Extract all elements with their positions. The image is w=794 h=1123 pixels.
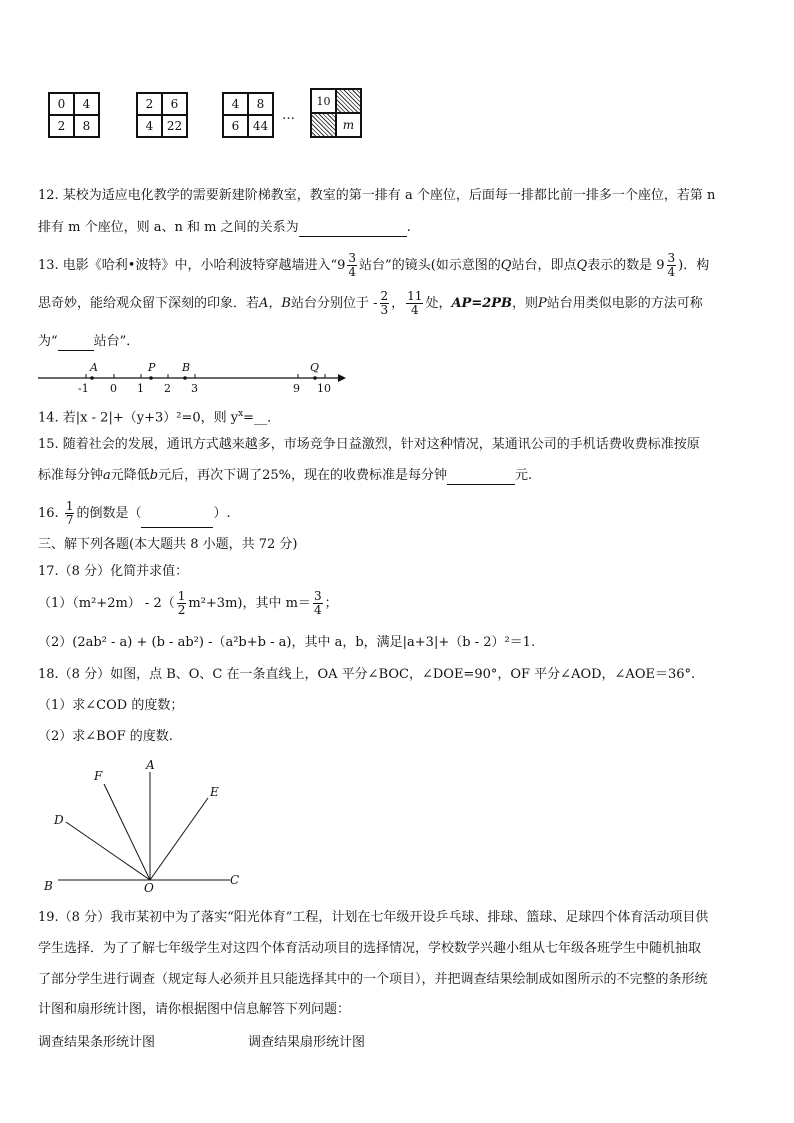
numerator: 1	[177, 589, 186, 603]
grid-cell: 2	[49, 115, 74, 137]
q15-line2	[38, 467, 532, 485]
tick-label: -1	[78, 382, 89, 395]
q13-text: 站台，即点	[511, 258, 577, 273]
angle-figure	[40, 756, 250, 896]
q13-text: 为“	[38, 334, 58, 349]
q13-text: 站台分别位于 -	[290, 296, 378, 311]
grid-2	[136, 92, 188, 138]
q-var: Q	[500, 258, 512, 273]
grid-cell: 4	[74, 93, 99, 115]
answer-blank	[299, 222, 407, 237]
bar-chart-caption: 调查结果条形统计图	[38, 1035, 156, 1050]
grid-cell: 0	[49, 93, 74, 115]
hatched-cell	[311, 113, 336, 137]
grid-cell: 8	[74, 115, 99, 137]
denominator: 4	[313, 603, 322, 617]
q17-head: 17.（8 分）化简并求值：	[38, 564, 189, 579]
separator: ，	[391, 296, 405, 311]
q12-line1: 12. 某校为适应电化教学的需要新建阶梯教室，教室的第一排有 a 个座位，后面每一排都比前一排多一个座位，若第 n	[38, 188, 716, 203]
fraction	[380, 290, 390, 317]
label-a: A	[90, 361, 98, 374]
q17-text: ；	[324, 596, 338, 611]
denominator: 2	[177, 603, 186, 617]
numerator: 3	[667, 251, 676, 265]
answer-blank	[58, 336, 94, 351]
q16-end: ）.	[213, 506, 231, 521]
label-f: F	[94, 769, 103, 783]
q13-line1	[38, 252, 709, 280]
ab-vars: A，B	[259, 296, 291, 311]
fraction	[65, 500, 75, 527]
tick-label: 9	[293, 382, 300, 395]
var-a: a	[103, 468, 111, 483]
numerator: 3	[348, 251, 357, 265]
q16	[38, 500, 231, 528]
q13-text: ，则	[512, 296, 539, 311]
q12-text: 排有 m 个座位，则 a、n 和 m 之间的关系为	[38, 220, 299, 235]
grid-cell: 44	[248, 115, 273, 137]
q13-text: 13. 电影《哈利•波特》中，小哈利波特穿越墙进入“9	[38, 258, 346, 273]
q13-text: 站台用类似电影的方法可称	[546, 296, 703, 311]
ap-pb: AP=2PB	[451, 296, 513, 311]
ellipsis: …	[282, 108, 295, 123]
point-b	[183, 376, 187, 380]
q16-text: 的倒数是（	[76, 506, 142, 521]
q13-text: 思奇妙，能给观众留下深刻的印象．若	[38, 296, 260, 311]
numerator: 3	[313, 589, 322, 603]
q15-line1: 15. 随着社会的发展，通讯方式越来越多，市场竞争日益激烈，针对这种情况，某通讯公司的手机话费收费标准按原	[38, 437, 700, 452]
q15-text: 元降低	[110, 468, 150, 483]
grid-4	[310, 88, 362, 138]
q13-text: 站台”．	[93, 334, 140, 349]
q17-text: （1）（m²+2m） - 2（	[38, 596, 175, 611]
var-b: b	[149, 468, 159, 483]
grid-cell: 2	[137, 93, 162, 115]
label-b: B	[44, 879, 53, 893]
q13-text: 表示的数是 9	[587, 258, 665, 273]
denominator: 3	[380, 303, 389, 317]
hatched-cell	[336, 89, 361, 113]
q17-part1	[38, 590, 338, 618]
tick-label: 10	[317, 382, 331, 395]
grid-cell: 4	[223, 93, 248, 115]
ray-od	[66, 822, 150, 880]
fraction	[406, 290, 423, 317]
denominator: 4	[667, 265, 676, 279]
q14-text: 14. 若|x - 2|+（y+3）²=0，则 y	[38, 410, 239, 426]
label-e: E	[210, 785, 219, 799]
q13-line3	[38, 333, 139, 351]
q12-end: .	[406, 220, 411, 235]
grid-cell: 10	[311, 89, 336, 113]
label-d: D	[54, 813, 64, 827]
fraction	[667, 252, 677, 279]
q18-head: 18.（8 分）如图，点 B、O、C 在一条直线上，OA 平分∠BOC，∠DOE=90°，OF 平分∠AOD，∠AOE＝36°.	[38, 667, 696, 682]
q13-line2	[38, 290, 703, 318]
q17-text: m²+3m)，其中 m＝	[188, 596, 311, 611]
fraction	[347, 252, 357, 279]
denominator: 7	[65, 513, 74, 527]
grid-cell: 6	[162, 93, 187, 115]
tick-label: 0	[110, 382, 117, 395]
grid-cell: 8	[248, 93, 273, 115]
q13-text: 站台”的镜头(如示意图的	[359, 258, 501, 273]
grid-3	[222, 92, 274, 138]
q13-text: )．构	[678, 258, 710, 273]
q14-tail: =__．	[243, 410, 281, 426]
denominator: 4	[410, 303, 419, 317]
q-var: Q	[576, 258, 588, 273]
numerator: 1	[65, 499, 74, 513]
label-q: Q	[310, 361, 320, 374]
tick-label: 3	[191, 382, 198, 395]
fraction	[177, 590, 187, 617]
q16-prefix: 16.	[38, 506, 63, 521]
fraction	[313, 590, 323, 617]
numerator: 11	[407, 289, 423, 303]
label-c: C	[230, 873, 240, 887]
q15-text: 元.	[515, 468, 533, 483]
grid-cell: 4	[137, 115, 162, 137]
answer-blank	[141, 513, 213, 528]
q13-text: 处，	[425, 296, 452, 311]
p-var: P	[538, 296, 547, 311]
label-o: O	[144, 881, 154, 895]
number-line	[38, 360, 348, 396]
grid-1	[48, 92, 100, 138]
label-b: B	[182, 361, 191, 374]
tick-label: 1	[137, 382, 144, 395]
numerator: 2	[380, 289, 389, 303]
q12-line2	[38, 219, 411, 237]
label-a: A	[146, 758, 155, 772]
label-p: P	[148, 361, 156, 374]
grid-cell: 6	[223, 115, 248, 137]
section-heading: 三、解下列各题(本大题共 8 小题，共 72 分)	[38, 537, 298, 552]
q15-text: 标准每分钟	[38, 468, 104, 483]
q15-text: 元后，再次下调了25%，现在的收费标准是每分钟	[158, 468, 448, 483]
q19-line4: 计图和扇形统计图，请你根据图中信息解答下列问题：	[38, 1002, 351, 1017]
ray-oe	[150, 798, 208, 880]
point-q	[313, 376, 317, 380]
point-a	[90, 376, 94, 380]
q19-line1: 19.（8 分）我市某初中为了落实“阳光体育”工程，计划在七年级开设乒乓球、排球、篮球、足球四个体育活动项目供	[38, 910, 709, 925]
ray-of	[104, 784, 150, 880]
q18-part2: （2）求∠BOF 的度数.	[38, 729, 173, 744]
q14	[38, 405, 280, 427]
q17-part2: （2）(2ab² - a) + (b - ab²) -（a²b+b - a)，其中 a，b，满足|a+3|+（b - 2）²＝1.	[38, 635, 536, 650]
pie-chart-caption: 调查结果扇形统计图	[248, 1035, 366, 1050]
grid-cell: 22	[162, 115, 187, 137]
q19-line2: 学生选择．为了了解七年级学生对这四个体育活动项目的选择情况，学校数学兴趣小组从七年级各班学生中随机抽取	[38, 941, 702, 956]
denominator: 4	[348, 265, 357, 279]
point-p	[149, 376, 153, 380]
q18-part1: （1）求∠COD 的度数；	[38, 698, 184, 713]
q19-line3: 了部分学生进行调查（规定每人必须并且只能选择其中的一个项目），并把调查结果绘制成如图所示的不完整的条形统	[38, 972, 708, 987]
answer-blank	[447, 470, 515, 485]
q14-sup: x	[238, 409, 244, 419]
tick-label: 2	[164, 382, 171, 395]
grid-cell: m	[336, 113, 361, 137]
